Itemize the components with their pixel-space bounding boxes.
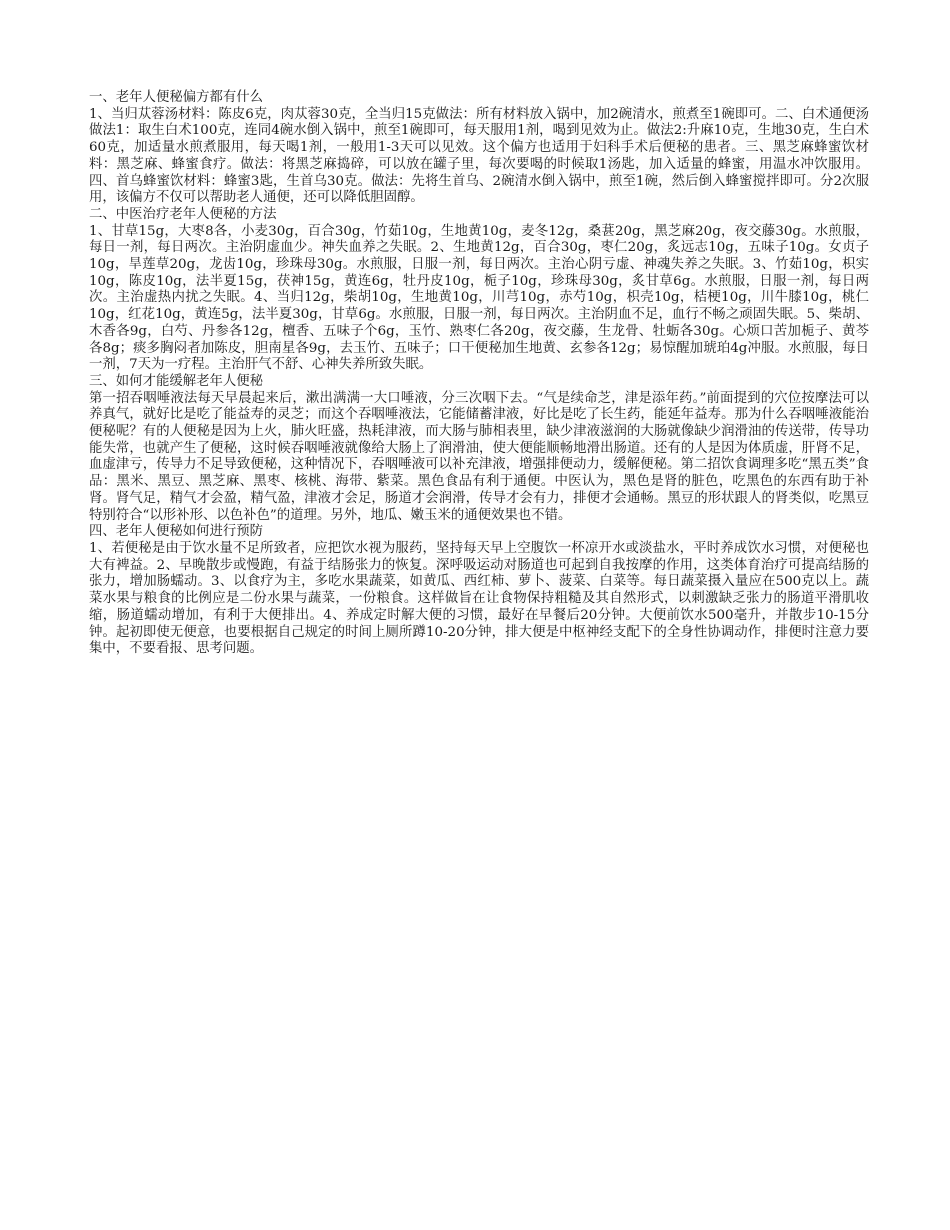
document-body [89, 90, 869, 658]
section-paragraph: 1、甘草15g，大枣8各，小麦30g，百合30g，竹茹10g，生地黄10g，麦冬12g，桑葚20g，黑芝麻20g，夜交藤30g。水煎服，每日一剂，每日两次。主治阴虚血少。神失血养之失眠。2、生地黄12g，百合30g，枣仁20g，炙远志10g，五味子10g。女贞子10g，旱莲草20g，龙齿10g，珍珠母30g。水煎服，日服一剂，每日两次。主治心阴亏虚、神魂失养之失眠。3、竹茹10g，枳实10g，陈皮10g，法半夏15g，茯神15g，黄连6g，牡丹皮10g，栀子10g，珍珠母30g，炙甘草6g。水煎服，日服一剂，每日两次。主治虚热内扰之失眠。4、当归12g，柴胡10g，生地黄10g，川芎10g，赤芍10g，枳壳10g，桔梗10g，川牛膝10g，桃仁10g，红花10g，黄连5g，法半夏30g，甘草6g。水煎服，日服一剂，每日两次。主治阴血不足，血行不畅之顽固失眠。5、柴胡、木香各9g，白芍、丹参各12g，檀香、五味子个6g，玉竹、熟枣仁各20g，夜交藤，生龙骨、牡蛎各30g。心烦口苦加栀子、黄芩各8g；痰多胸闷者加陈皮，胆南星各9g，去玉竹、五味子；口干便秘加生地黄、玄参各12g；易惊醒加琥珀4g冲服。水煎服，每日一剂，7天为一疗程。主治肝气不舒、心神失养所致失眠。 [89, 223, 869, 373]
section-heading: 二、中医治疗老年人便秘的方法 [89, 206, 277, 222]
section-paragraph: 1、当归苁蓉汤材料：陈皮6克，肉苁蓉30克，全当归15克做法：所有材料放入锅中，加2碗清水，煎煮至1碗即可。二、白术通便汤做法1：取生白术100克，连同4碗水倒入锅中，煎至1碗即可，每天服用1剂，喝到见效为止。做法2:升麻10克，生地30克，生白术60克，加适量水煎煮服用，每天喝1剂，一般用1-3天可以见效。这个偏方也适用于妇科手术后便秘的患者。三、黑芝麻蜂蜜饮材料：黑芝麻、蜂蜜食疗。做法：将黑芝麻捣碎，可以放在罐子里，每次要喝的时候取1汤匙，加入适量的蜂蜜，用温水冲饮服用。四、首乌蜂蜜饮材料：蜂蜜3匙，生首乌30克。做法：先将生首乌、2碗清水倒入锅中，煎至1碗，然后倒入蜂蜜搅拌即可。分2次服用，该偏方不仅可以帮助老人通便，还可以降低胆固醇。 [89, 106, 869, 206]
section-heading: 四、老年人便秘如何进行预防 [89, 524, 264, 540]
section-paragraph: 第一招吞咽唾液法每天早晨起来后，漱出满满一大口唾液，分三次咽下去。“气是续命芝，津是添年药。”前面提到的穴位按摩法可以养真气，就好比是吃了能益寿的灵芝；而这个吞咽唾液法，它能储蓄津液，好比是吃了长生药，能延年益寿。那为什么吞咽唾液能治便秘呢？有的人便秘是因为上火，肺火旺盛，热耗津液，而大肠与肺相表里，缺少津液滋润的大肠就像缺少润滑油的传送带，传导功能失常，也就产生了便秘，这时候吞咽唾液就像给大肠上了润滑油，使大便能顺畅地滑出肠道。还有的人是因为体质虚，肝肾不足，血虚津亏，传导力不足导致便秘，这种情况下，吞咽唾液可以补充津液，增强排便动力，缓解便秘。第二招饮食调理多吃“黑五类”食品：黑米、黑豆、黑芝麻、黑枣、核桃、海带、紫菜。黑色食品有利于通便。中医认为，黑色是肾的脏色，吃黑色的东西有助于补肾。肾气足，精气才会盈，精气盈，津液才会足，肠道才会润滑，传导才会有力，排便才会通畅。黑豆的形状跟人的肾类似，吃黑豆特别符合“以形补形、以色补色”的道理。另外，地瓜、嫩玉米的通便效果也不错。 [89, 390, 869, 523]
section-paragraph: 1、若便秘是由于饮水量不足所致者，应把饮水视为服药，坚持每天早上空腹饮一杯凉开水或淡盐水，平时养成饮水习惯，对便秘也大有裨益。2、早晚散步或慢跑，有益于结肠张力的恢复。深呼吸运动对肠道也可起到自我按摩的作用，这类体育治疗可提高结肠的张力，增加肠蠕动。3、以食疗为主，多吃水果蔬菜，如黄瓜、西红柿、萝卜、菠菜、白菜等。每日蔬菜摄入量应在500克以上。蔬菜水果与粮食的比例应是二份水果与蔬菜，一份粮食。这样做旨在让食物保持粗糙及其自然形式，以刺激缺乏张力的肠道平滑肌收缩，肠道蠕动增加，有利于大便排出。4、养成定时解大便的习惯，最好在早餐后20分钟。大便前饮水500毫升，并散步10-15分钟。起初即使无便意，也要根据自己规定的时间上厕所蹲10-20分钟，排大便是中枢神经支配下的全身性协调动作，排便时注意力要集中，不要看报、思考问题。 [89, 540, 869, 657]
section-heading: 三、如何才能缓解老年人便秘 [89, 373, 264, 389]
section-heading: 一、老年人便秘偏方都有什么 [89, 90, 264, 105]
